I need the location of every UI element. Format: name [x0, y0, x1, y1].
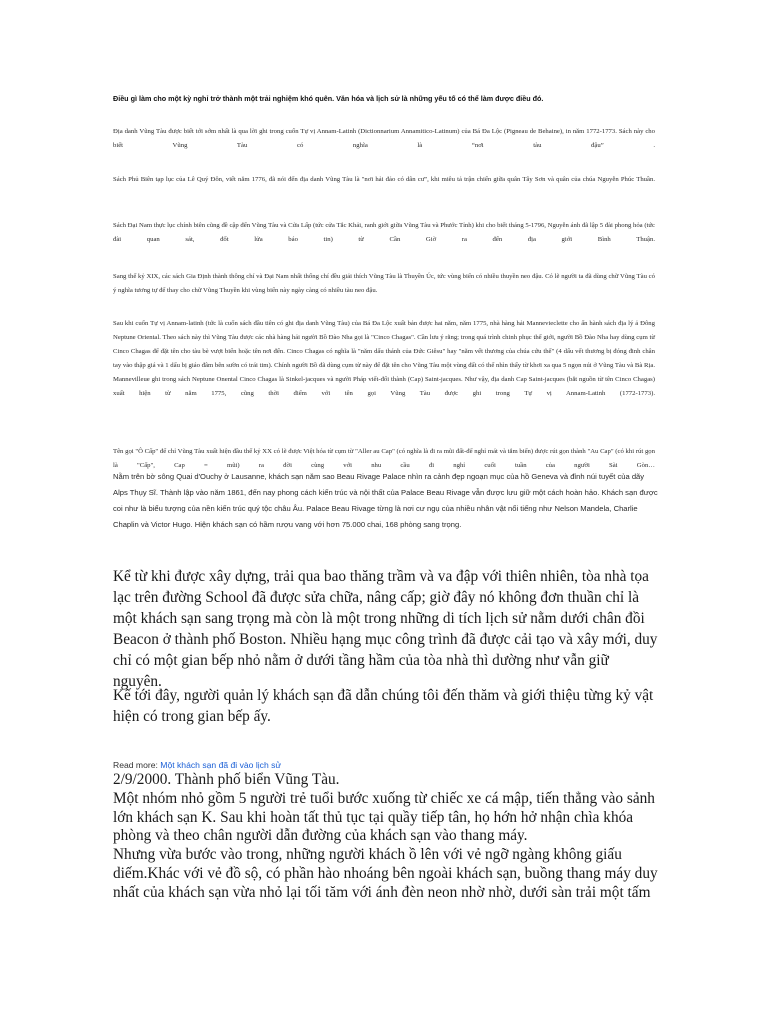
paragraph-boston-hotel: Kể từ khi được xây dựng, trải qua bao thăng trầm và va đập với thiên nhiên, tòa nhà tọa lạc trên đường School đã được sửa chữa, nâng cấp; giờ đây nó không đơn thuần chỉ là một khách sạn sang trọng mà còn là một trong những di tích lịch sử nằm dưới chân đồi Beacon ở thành phố Boston. Nhiều hạng mục công trình đã được cải tạo và xây mới, duy chỉ có một gian bếp nhỏ nằm ở dưới tầng hầm của tòa nhà thì dường như vẫn giữ nguyên. [113, 568, 658, 690]
read-more-label: Read more: [113, 760, 158, 770]
story-section [113, 771, 658, 903]
story-paragraph-arrival: Một nhóm nhỏ gồm 5 người trẻ tuổi bước xuống từ chiếc xe cá mập, tiến thẳng vào sảnh lớn khách sạn K. Sau khi hoàn tất thủ tục tại quầy tiếp tân, họ hớn hở nhận chìa khóa phòng và theo chân người dẫn đường của khách sạn vào thang máy. [113, 789, 655, 845]
paragraph-beau-rivage: Nằm trên bờ sông Quai d'Ouchy ở Lausanne, khách sạn năm sao Beau Rivage Palace nhìn ra cảnh đẹp ngoạn mục của hồ Geneva và đỉnh núi tuyết của dãy Alps Thụy Sĩ. Thành lập vào năm 1861, đến nay phong cách kiến trúc và nội thất của Palace Beau Rivage vẫn được lưu giữ một cách hoàn hảo. Khách sạn được coi như là biểu tượng của nền kiến trúc quý tộc châu Âu. Palace Beau Rivage từng là nơi cư ngụ của nhiều nhân vật nổi tiếng như Nelson Mandela, Charlie Chaplin và Victor Hugo. Hiện khách sạn có hầm rượu vang với hơn 75.000 chai, 168 phòng sang trọng. [113, 472, 658, 529]
paragraph-19th-century: Sang thế kỷ XIX, các sách Gia Định thành thông chí và Đại Nam nhất thống chí đều giải thích Vũng Tàu là Thuyền Úc, tức vùng biển có nhiều thuyền neo đậu. Có lẽ người ta đã dùng chữ Vũng Tàu có ý nghĩa tương tự để thay cho chữ Vũng Thuyền khi vùng biển này ngày càng có nhiều tàu neo đậu. [113, 272, 655, 294]
paragraph-cinco-chagas: Sau khi cuốn Tự vị Annam-latinh (tức là cuốn sách đầu tiên có ghi địa danh Vũng Tàu) của Bá Đa Lộc xuất bản được hai năm, năm 1775, nhà hàng hải Mannevieclette cho ấn hành sách địa lý ả Đông Neptune Oriental. Theo sách này thì Vũng Tàu được các nhà hàng hải người Bồ Đào Nha gọi là "Cinco Chagas". Cần lưu ý rằng; trong quá trình chinh phục thế giới, người Bồ Đào Nha hay dùng cụm từ Cinco Chagas để đặt tên cho tàu bè vượt biển hoặc tên nơi đến. Cinco Chagas có nghĩa là "năm dấu thánh của Đức Giêsu" hay "năm vết thương của chúa cứu thế" (4 dấu vết thương bị đóng đinh chân tay vào thập giá và 1 dấu bị giáo đâm bên sườn có trái tim). Chính người Bồ đã dùng cụm từ này để đặt tên cho Vũng Tàu một vùng đất có thể nhìn thấy từ khơi xa qua 5 ngọn núi ở Vũng Tàu và Bà Rịa. Mannevilleue ghi trong sách Neptune Onental Cinco Chagas là Sinkel-jacques và người Pháp viết-đổi thành (Cap) Saint-jacques. Như vậy, địa danh Cap Saint-jacques (bắt nguồn từ tên Cinco Chagas) xuất hiện từ năm 1775, cũng thời điểm với tên gọi Vũng Tàu được ghi trong Tự vị Annam-Latinh (1772-1773). [113, 319, 655, 397]
paragraph-kitchen-tour: Kế tới đây, người quản lý khách sạn đã dẫn chúng tôi đến thăm và giới thiệu từng kỷ vật hiện có trong gian bếp ấy. [113, 687, 654, 725]
page-heading: Điều gì làm cho một kỳ nghỉ trở thành một trải nghiệm khó quên. Văn hóa và lịch sử là những yếu tố có thể làm được điều đó. [113, 94, 544, 103]
paragraph-dai-nam: Sách Đại Nam thực lục chính biên cũng đề cập đến Vũng Tàu và Cửa Lấp (tức cửa Tắc Khải, ranh giới giữa Vũng Tàu và Phước Tỉnh) khi cho biết tháng 5-1796, Nguyễn ánh đã lập 5 đài phong hỏa (tức đài quan sát, đốt lửa báo tin) từ Cần Giờ ra đến địa giới Bình Thuận. [113, 221, 655, 243]
paragraph-o-cap: Tên gọi "Ô Cấp" để chỉ Vũng Tàu xuất hiện đầu thế kỷ XX có lẽ được Việt hóa từ cụm từ "Aller au Cap" (có nghĩa là đi ra mũi đất-để nghỉ mát và tắm biển) được rút gọn thành "Au Cap" (có khi rút gọn là "Cấp", Cap = mũi) ra đời cùng với nhu cầu đi nghỉ cuối tuần của người Sài Gòn… [113, 447, 655, 469]
read-more [113, 759, 281, 771]
read-more-link[interactable]: Một khách sạn đã đi vào lịch sử [160, 760, 282, 770]
paragraph-name-origin: Địa danh Vũng Tàu được biết tới sớm nhất là qua lời ghi trong cuốn Tự vị Annam-Latinh (Dictionnarium Annamitico-Latinum) của Bá Đa Lộc (Pigneau de Behaine), in năm 1772-1773. Sách này cho biết Vũng Tàu có nghĩa là “nơi tàu đậu” . [113, 127, 655, 149]
story-paragraph-elevator: Nhưng vừa bước vào trong, những người khách ồ lên với vẻ ngỡ ngàng không giấu diếm.Khác với vẻ đồ sộ, có phần hào nhoáng bên ngoài khách sạn, buồng thang máy duy nhất của khách sạn vừa nhỏ lại tối tăm với ánh đèn neon nhờ nhờ, dưới sàn trải một tấm [113, 846, 658, 901]
story-dateline: 2/9/2000. Thành phố biển Vũng Tàu. [113, 771, 340, 788]
paragraph-phu-bien: Sách Phủ Biên tạp lục của Lê Quý Đôn, viết năm 1776, đã nói đến địa danh Vũng Tàu là "nơi hải đảo có dân cư", khi miêu tả trận chiến giữa quân Tây Sơn và quân của chúa Nguyễn Phúc Thuần. [113, 175, 655, 183]
